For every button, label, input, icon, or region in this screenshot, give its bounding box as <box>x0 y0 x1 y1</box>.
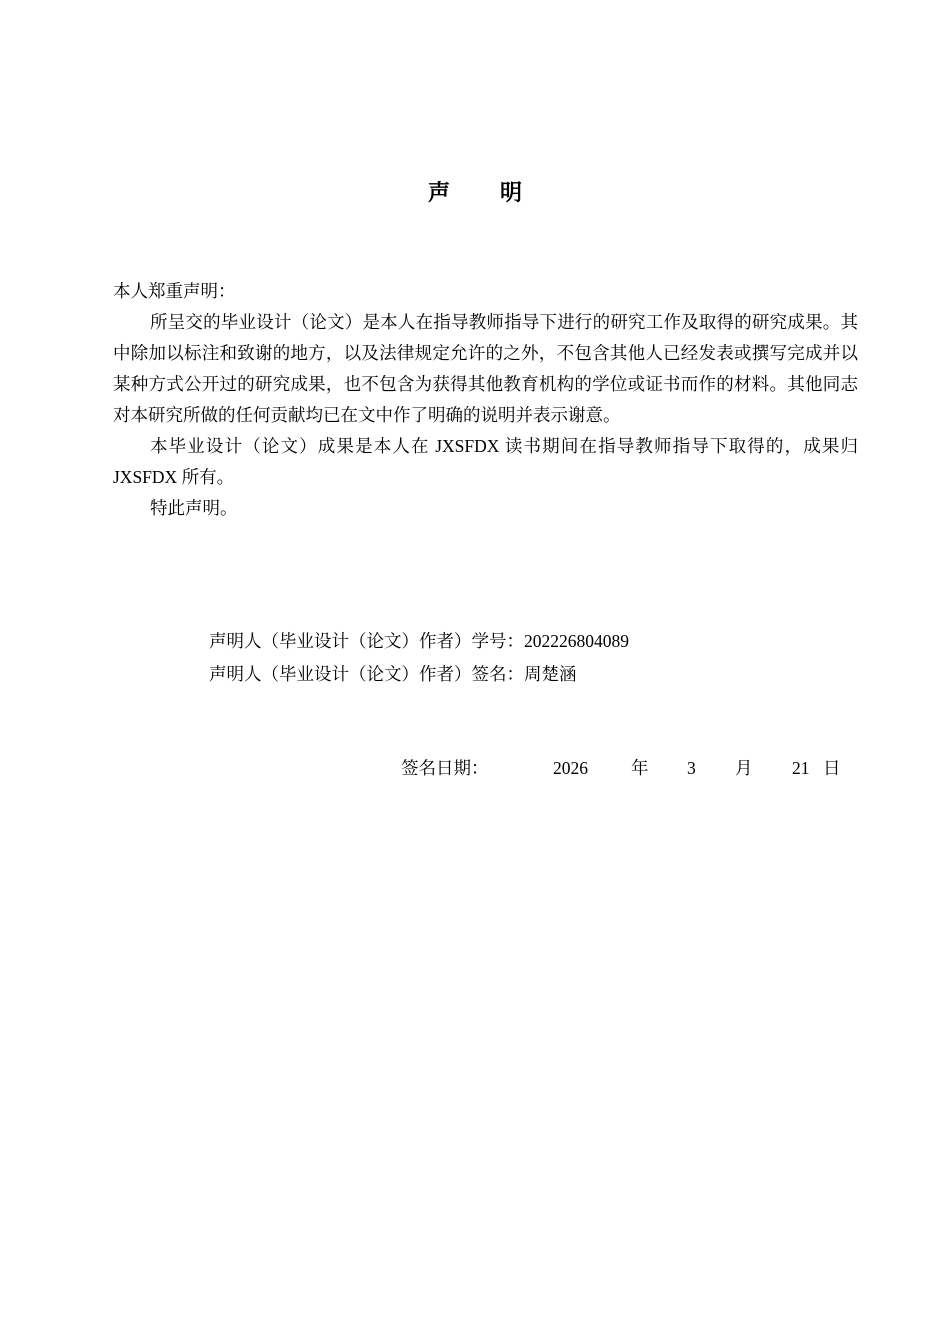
date-label: 签名日期： <box>401 758 489 778</box>
intro-line: 本人郑重声明： <box>113 281 236 301</box>
signature-row <box>209 658 629 691</box>
signature-value: 周楚涵 <box>524 664 577 684</box>
date-year: 2026 <box>553 758 588 778</box>
date-month: 3 <box>687 758 696 778</box>
date-year-unit: 年 <box>631 758 649 778</box>
declaration-body <box>113 276 858 524</box>
title-char-1: 声 <box>427 181 450 206</box>
page-title <box>0 178 950 210</box>
paragraph-2: 本毕业设计（论文）成果是本人在 JXSFDX 读书期间在指导教师指导下取得的，成果归 JXSFDX 所有。 <box>113 436 858 487</box>
student-id-value: 202226804089 <box>524 631 629 651</box>
declarant-block <box>209 625 629 691</box>
date-day: 21 <box>792 758 810 778</box>
date-month-unit: 月 <box>735 758 753 778</box>
signature-label: 声明人（毕业设计（论文）作者）签名： <box>209 664 524 684</box>
title-char-2: 明 <box>500 181 523 206</box>
paragraph-3: 特此声明。 <box>150 498 238 518</box>
student-id-label: 声明人（毕业设计（论文）作者）学号： <box>209 631 524 651</box>
student-id-row <box>209 625 629 658</box>
paragraph-1: 所呈交的毕业设计（论文）是本人在指导教师指导下进行的研究工作及取得的研究成果。其中除加以标注和致谢的地方，以及法律规定允许的之外，不包含其他人已经发表或撰写完成并以某种方式公开过的研究成果，也不包含为获得其他教育机构的学位或证书而作的材料。其他同志对本研究所做的任何贡献均已在文中作了明确的说明并表示谢意。 <box>113 312 858 425</box>
date-day-unit: 日 <box>823 758 841 778</box>
